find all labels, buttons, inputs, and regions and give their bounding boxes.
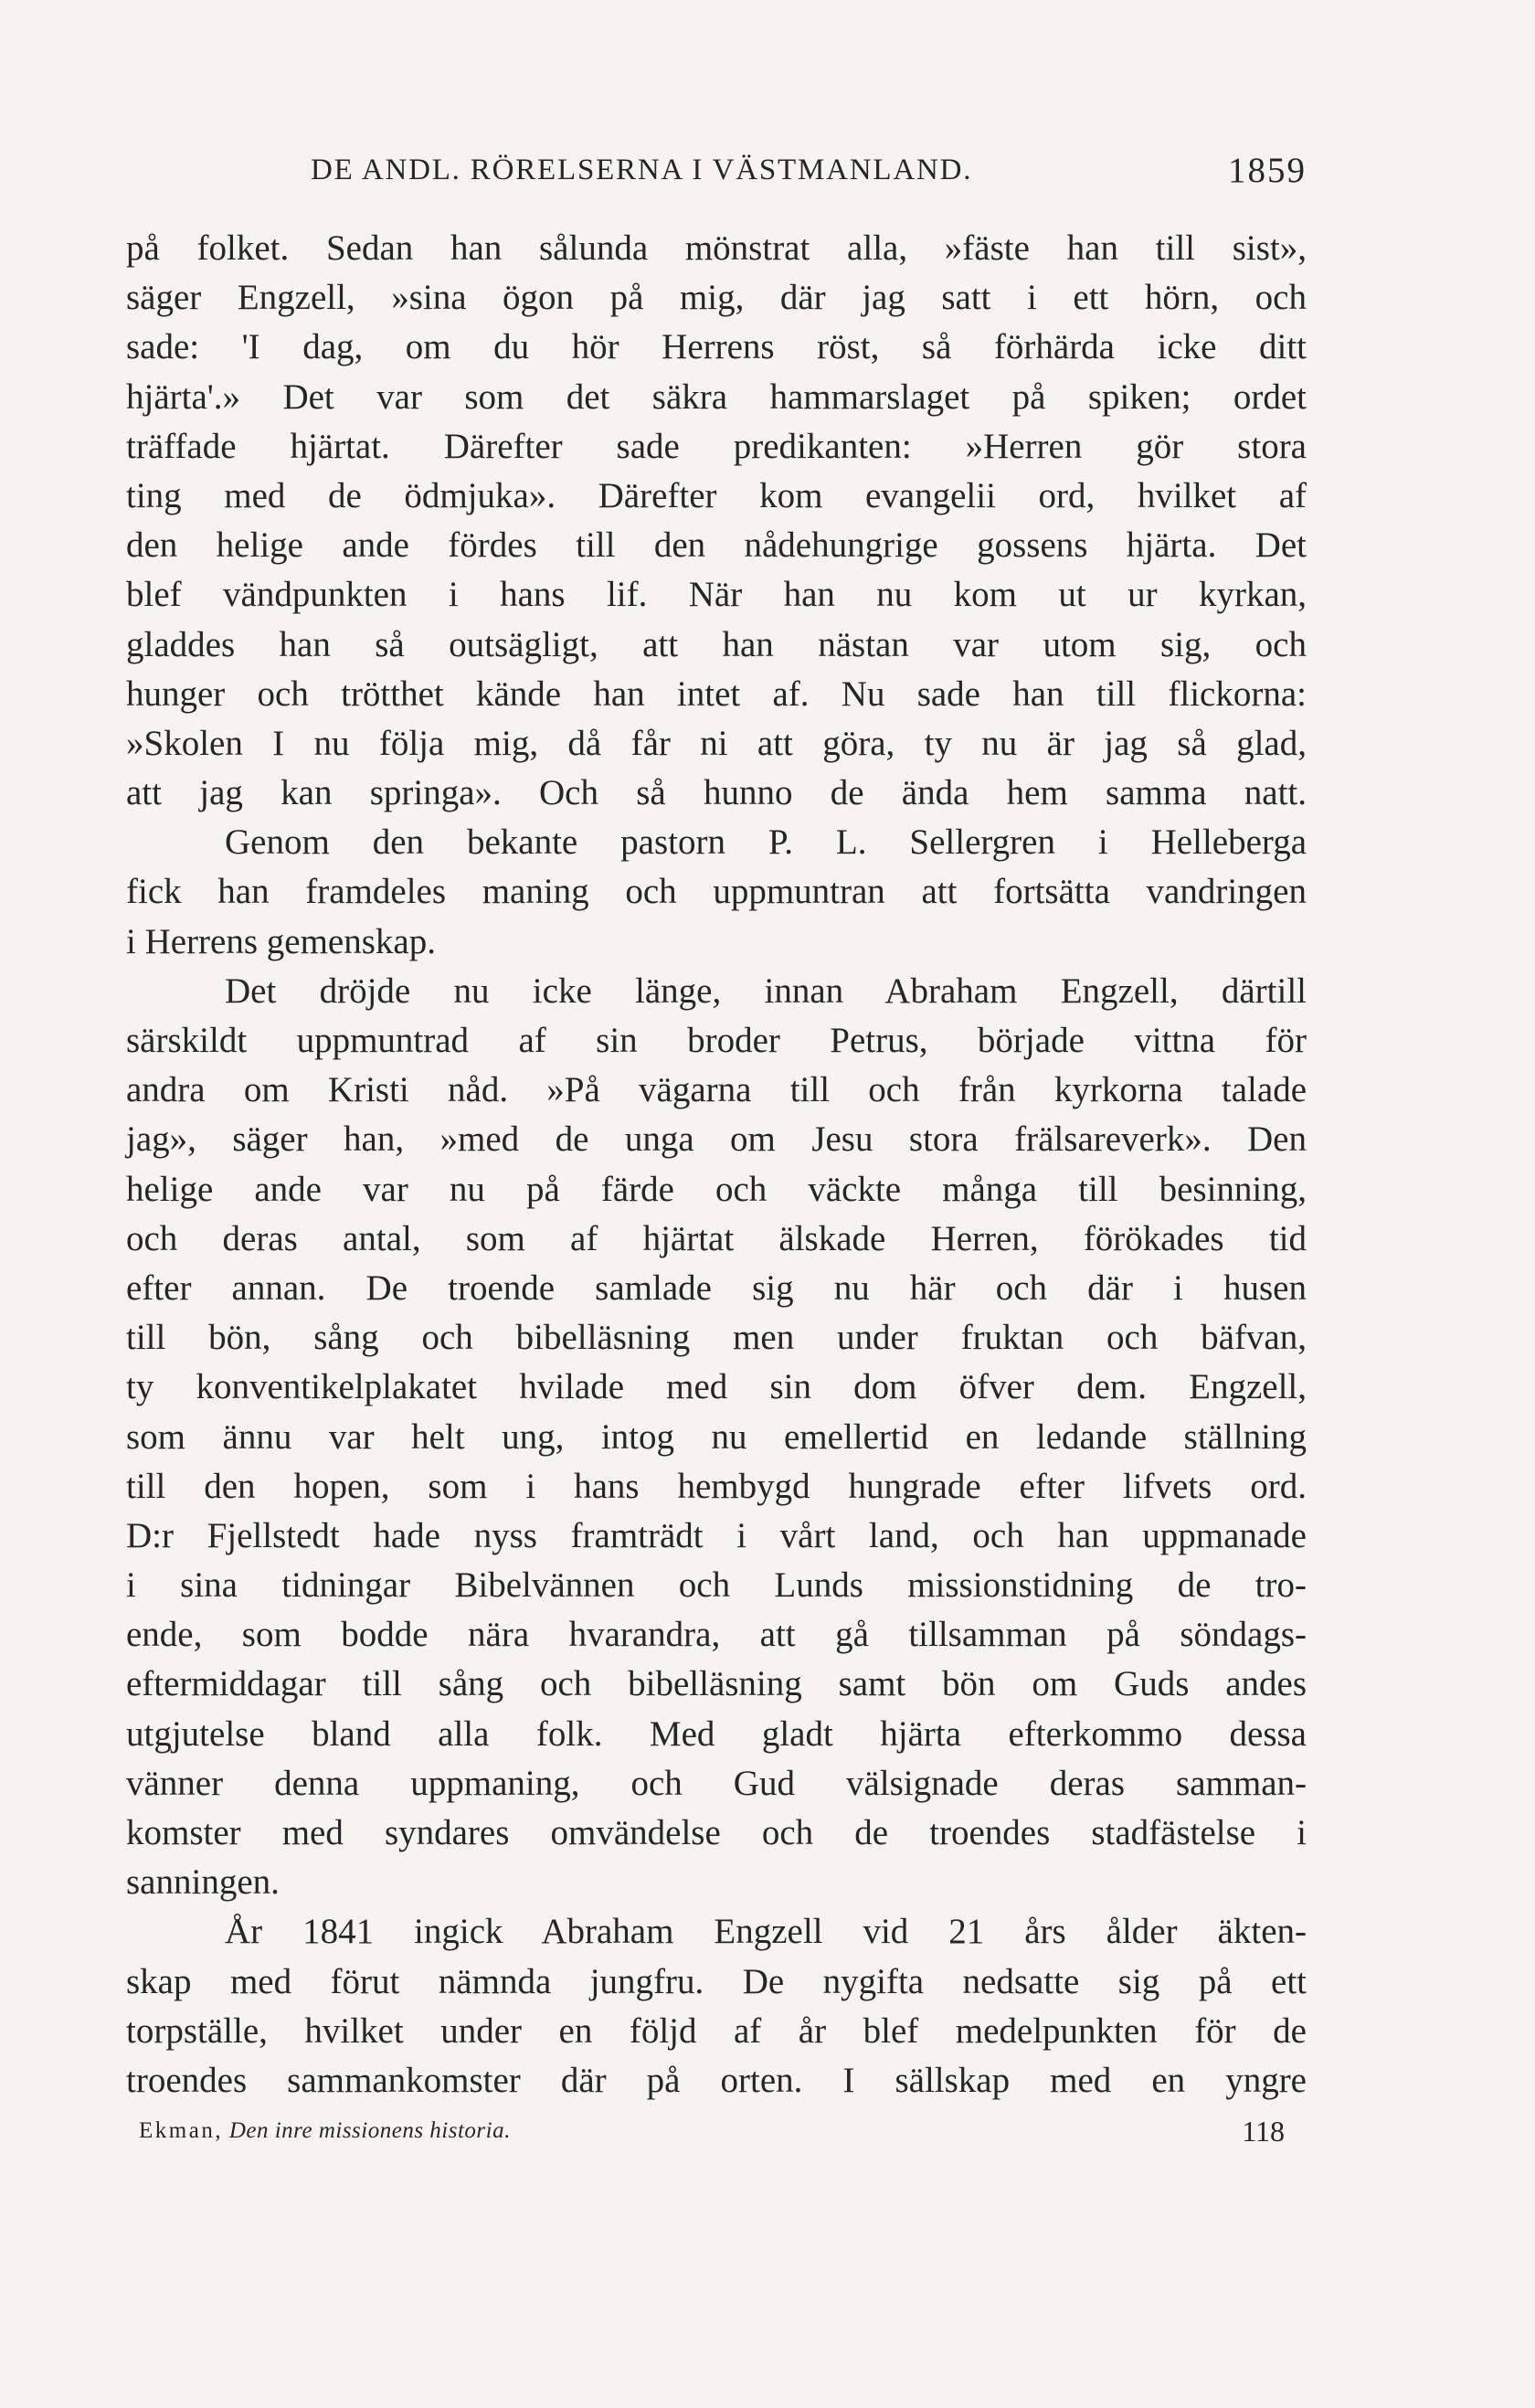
text-line: År 1841 ingick Abraham Engzell vid 21 års ålder äkten- [225, 1912, 1307, 1952]
text-line: hjärta'.» Det var som det säkra hammarslaget på spiken; ordet [126, 377, 1307, 417]
text-line: skap med förut nämnda jungfru. De nygifta nedsatte sig på ett [126, 1961, 1307, 2001]
text-line: säger Engzell, »sina ögon på mig, där jag satt i ett hörn, och [126, 278, 1307, 318]
text-line: Genom den bekante pastorn P. L. Sellergren i Helleberga [225, 822, 1307, 863]
running-head [126, 146, 1307, 201]
text-line: ting med de ödmjuka». Därefter kom evangelii ord, hvilket af [126, 475, 1307, 515]
text-line: andra om Kristi nåd. »På vägarna till och från kyrkorna talade [126, 1070, 1307, 1110]
text-line: till den hopen, som i hans hembygd hungrade efter lifvets ord. [126, 1466, 1307, 1506]
text-line: jag», säger han, »med de unga om Jesu stora frälsareverk». Den [126, 1119, 1307, 1160]
text-line: ende, som bodde nära hvarandra, att gå tillsamman på söndags- [126, 1615, 1307, 1655]
text-line: att jag kan springa». Och så hunno de ända hem samma natt. [126, 773, 1307, 813]
text-line: komster med syndares omvändelse och de troendes stadfästelse i [126, 1813, 1307, 1852]
footer-book-title: Den inre missionens historia. [228, 2118, 511, 2143]
text-line: i sina tidningar Bibelvännen och Lunds missionstidning de tro- [126, 1565, 1307, 1606]
text-line: hunger och trötthet kände han intet af. Nu sade han till flickorna: [126, 674, 1307, 714]
text-line: träffade hjärtat. Därefter sade predikanten: »Herren gör stora [126, 426, 1307, 466]
text-line: till bön, sång och bibelläsning men under fruktan och bäfvan, [126, 1318, 1307, 1358]
text-line: den helige ande fördes till den nådehungrige gossens hjärta. Det [126, 525, 1307, 566]
text-line: och deras antal, som af hjärtat älskade Herren, förökades tid [126, 1218, 1307, 1258]
text-line: troendes sammankomster där på orten. I sällskap med en yngre [126, 2060, 1307, 2100]
text-line: efter annan. De troende samlade sig nu här och där i husen [126, 1268, 1307, 1308]
text-line: särskildt uppmuntrad af sin broder Petrus, började vittna för [126, 1021, 1307, 1060]
text-line: eftermiddagar till sång och bibelläsning samt bön om Guds andes [126, 1664, 1307, 1704]
text-line: ty konventikelplakatet hvilade med sin dom öfver dem. Engzell, [126, 1367, 1307, 1407]
page-number: 1859 [1228, 151, 1307, 190]
running-head-title: DE ANDL. RÖRELSERNA I VÄSTMANLAND. [311, 154, 973, 186]
text-line: Det dröjde nu icke länge, innan Abraham Engzell, därtill [225, 971, 1307, 1011]
text-line: vänner denna uppmaning, och Gud välsignade deras samman- [126, 1763, 1307, 1803]
text-line: »Skolen I nu följa mig, då får ni att göra, ty nu är jag så glad, [126, 723, 1307, 763]
sheet-number: 118 [1242, 2115, 1285, 2148]
printer-signature [139, 2118, 511, 2144]
text-line: helige ande var nu på färde och väckte många till besinning, [126, 1169, 1307, 1209]
text-line: D:r Fjellstedt hade nyss framträdt i vårt land, och han uppmanade [126, 1515, 1307, 1555]
text-line: sade: 'I dag, om du hör Herrens röst, så förhärda icke ditt [126, 327, 1307, 367]
text-line: som ännu var helt ung, intog nu emellertid en ledande ställning [126, 1416, 1307, 1457]
footer-author: Ekman, [139, 2118, 224, 2143]
text-line: på folket. Sedan han sålunda mönstrat alla, »fäste han till sist», [126, 228, 1307, 268]
footer [126, 2115, 1307, 2164]
text-line: i Herrens gemenskap. [126, 921, 436, 961]
text-line: utgjutelse bland alla folk. Med gladt hjärta efterkommo dessa [126, 1713, 1307, 1754]
body-text [126, 224, 1307, 2106]
text-line: gladdes han så outsägligt, att han nästan var utom sig, och [126, 624, 1307, 664]
text-line: torpställe, hvilket under en följd af år blef medelpunkten för de [126, 2010, 1307, 2051]
text-line: sanningen. [126, 1862, 280, 1903]
text-line: blef vändpunkten i hans lif. När han nu kom ut ur kyrkan, [126, 575, 1307, 615]
text-line: fick han framdeles maning och uppmuntran att fortsätta vandringen [126, 872, 1307, 912]
